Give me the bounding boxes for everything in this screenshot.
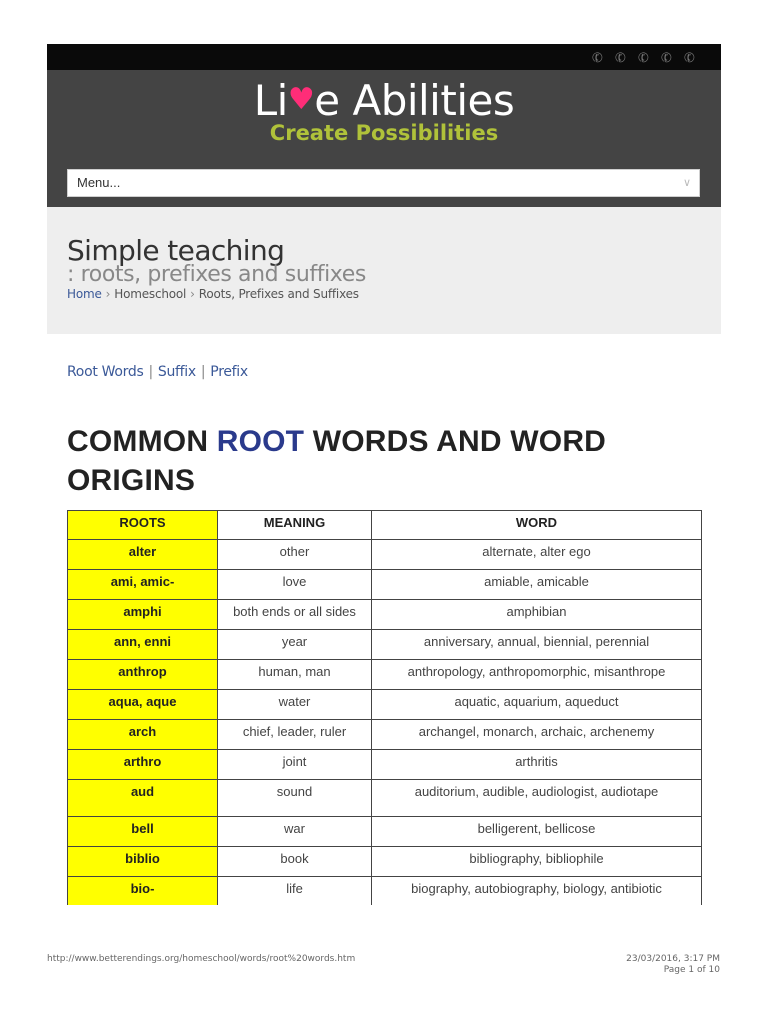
menu-dropdown[interactable] [67, 169, 700, 197]
table-row [68, 690, 702, 720]
meaning-cell: water [218, 690, 372, 720]
phone-icon[interactable]: ✆ [613, 48, 629, 66]
root-cell: bio- [68, 877, 218, 907]
menu-dropdown-value: Menu... [77, 175, 121, 190]
word-cell: biography, autobiography, biology, antibiotic [372, 877, 702, 907]
heading-text: COMMON [67, 425, 217, 458]
section-links [67, 364, 248, 380]
chevron-down-icon: ∨ [682, 177, 691, 189]
title-band [47, 207, 721, 334]
meaning-cell: human, man [218, 660, 372, 690]
table-row [68, 570, 702, 600]
meaning-cell: war [218, 817, 372, 847]
table-row [68, 780, 702, 817]
link-suffix[interactable]: Suffix [157, 364, 196, 380]
breadcrumb-home[interactable]: Home [67, 287, 102, 301]
footer-page-number: Page 1 of 10 [663, 965, 720, 975]
meaning-cell: chief, leader, ruler [218, 720, 372, 750]
section-heading [67, 422, 707, 500]
table-header-row [68, 511, 702, 540]
page-subtitle: : roots, prefixes and suffixes [67, 262, 366, 287]
root-cell: arthro [68, 750, 218, 780]
word-cell: bibliography, bibliophile [372, 847, 702, 877]
logo-text-left: Li [253, 76, 288, 125]
meaning-cell: life [218, 877, 372, 907]
link-root-words[interactable]: Root Words [67, 364, 144, 380]
root-cell: ann, enni [68, 630, 218, 660]
root-cell: biblio [68, 847, 218, 877]
breadcrumb-separator: › [105, 287, 111, 301]
meaning-cell: book [218, 847, 372, 877]
top-bar [47, 44, 721, 70]
word-cell: alternate, alter ego [372, 540, 702, 570]
table-row [68, 750, 702, 780]
link-separator: | [148, 364, 153, 380]
logo-text-right: e Abilities [314, 76, 515, 125]
word-cell: arthritis [372, 750, 702, 780]
root-cell: alter [68, 540, 218, 570]
word-cell: amiable, amicable [372, 570, 702, 600]
breadcrumb-separator: › [190, 287, 195, 301]
table-row [68, 877, 702, 907]
breadcrumb-homeschool[interactable]: Homeschool [114, 287, 187, 301]
phone-icon[interactable]: ✆ [590, 48, 606, 66]
table-row [68, 817, 702, 847]
meaning-cell: both ends or all sides [218, 600, 372, 630]
phone-icon[interactable]: ✆ [636, 48, 652, 66]
root-cell: arch [68, 720, 218, 750]
table-row [68, 720, 702, 750]
table-row [68, 660, 702, 690]
root-words-table [67, 510, 702, 907]
site-header [47, 70, 721, 207]
root-cell: aud [68, 780, 218, 817]
word-cell: anniversary, annual, biennial, perennial [372, 630, 702, 660]
phone-icon[interactable]: ✆ [658, 48, 675, 66]
breadcrumb [67, 287, 359, 301]
header-word: WORD [372, 511, 702, 540]
link-separator: | [200, 364, 206, 380]
word-cell: archangel, monarch, archaic, archenemy [372, 720, 702, 750]
meaning-cell: year [218, 630, 372, 660]
page-title: Simple teaching [67, 234, 285, 267]
root-cell: aqua, aque [68, 690, 218, 720]
word-cell: belligerent, bellicose [372, 817, 702, 847]
breadcrumb-current: Roots, Prefixes and Suffixes [198, 287, 359, 301]
root-cell: bell [68, 817, 218, 847]
heading-highlight: ROOT [216, 425, 305, 458]
header-meaning: MEANING [218, 511, 372, 540]
site-tagline: Create Possibilities [269, 121, 499, 145]
header-roots: ROOTS [68, 511, 218, 540]
table-row [68, 847, 702, 877]
word-cell: aquatic, aquarium, aqueduct [372, 690, 702, 720]
link-prefix[interactable]: Prefix [210, 364, 248, 380]
footer-url: http://www.betterendings.org/homeschool/words/root%20words.htm [47, 954, 356, 964]
table-row [68, 630, 702, 660]
meaning-cell: joint [218, 750, 372, 780]
footer-datetime: 23/03/2016, 3:17 PM [626, 954, 720, 964]
footer-meta [626, 954, 720, 976]
heading-text: WORDS AND WORD ORIGINS [67, 425, 607, 497]
phone-icon[interactable]: ✆ [681, 48, 698, 66]
root-cell: anthrop [68, 660, 218, 690]
heart-icon: ♥ [287, 82, 315, 117]
meaning-cell: sound [218, 780, 372, 817]
meaning-cell: other [218, 540, 372, 570]
meaning-cell: love [218, 570, 372, 600]
table-row [68, 600, 702, 630]
root-cell: amphi [68, 600, 218, 630]
site-logo[interactable] [47, 76, 721, 125]
word-cell: anthropology, anthropomorphic, misanthrope [372, 660, 702, 690]
table-row [68, 540, 702, 570]
word-cell: auditorium, audible, audiologist, audiotape [372, 780, 702, 817]
word-cell: amphibian [372, 600, 702, 630]
root-cell: ami, amic- [68, 570, 218, 600]
